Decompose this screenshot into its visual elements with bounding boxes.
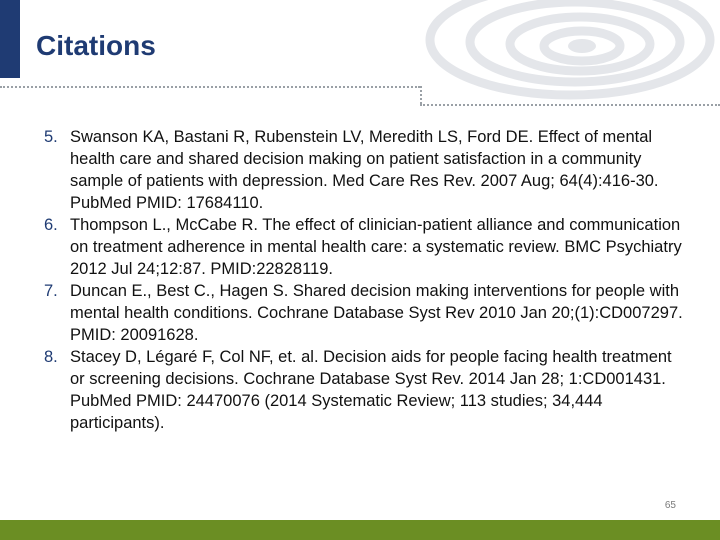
footer-bar	[0, 520, 720, 540]
citation-text: Duncan E., Best C., Hagen S. Shared decision making interventions for people with mental health conditions. Cochrane Database Syst Rev 2010 Jan 20;(1):CD007297. PMID: 20091628.	[70, 282, 683, 344]
title-accent-bar	[0, 0, 20, 78]
citation-item	[44, 346, 684, 434]
citation-text: Swanson KA, Bastani R, Rubenstein LV, Meredith LS, Ford DE. Effect of mental health care and shared decision making on patient satisfaction in a community sample of patients with depression. Med Care Res Rev. 2007 Aug; 64(4):416-30. PubMed PMID: 17684110.	[70, 128, 659, 212]
swirl-logo-icon	[320, 0, 720, 100]
citation-item	[44, 126, 684, 214]
citation-number: 6.	[44, 216, 58, 234]
citation-number: 5.	[44, 128, 58, 146]
title-divider	[0, 86, 420, 88]
title-divider-right	[420, 104, 720, 106]
citation-item	[44, 280, 684, 346]
citation-number: 7.	[44, 282, 58, 300]
page-number: 65	[664, 500, 676, 511]
citation-number: 8.	[44, 348, 58, 366]
citation-text: Stacey D, Légaré F, Col NF, et. al. Decision aids for people facing health treatment or screening decisions. Cochrane Database Syst Rev. 2014 Jan 28; 1:CD001431. PubMed PMID: 24470076 (2014 Systematic Review; 113 studies; 34,444 participants).	[70, 348, 672, 432]
citation-text: Thompson L., McCabe R. The effect of clinician-patient alliance and communication on treatment adherence in mental health care: a systematic review. BMC Psychiatry 2012 Jul 24;12:87. PMID:22828119.	[70, 216, 682, 278]
citation-item	[44, 214, 684, 280]
slide-title: Citations	[36, 30, 156, 61]
title-divider-step	[420, 86, 422, 104]
citation-list	[44, 126, 684, 434]
